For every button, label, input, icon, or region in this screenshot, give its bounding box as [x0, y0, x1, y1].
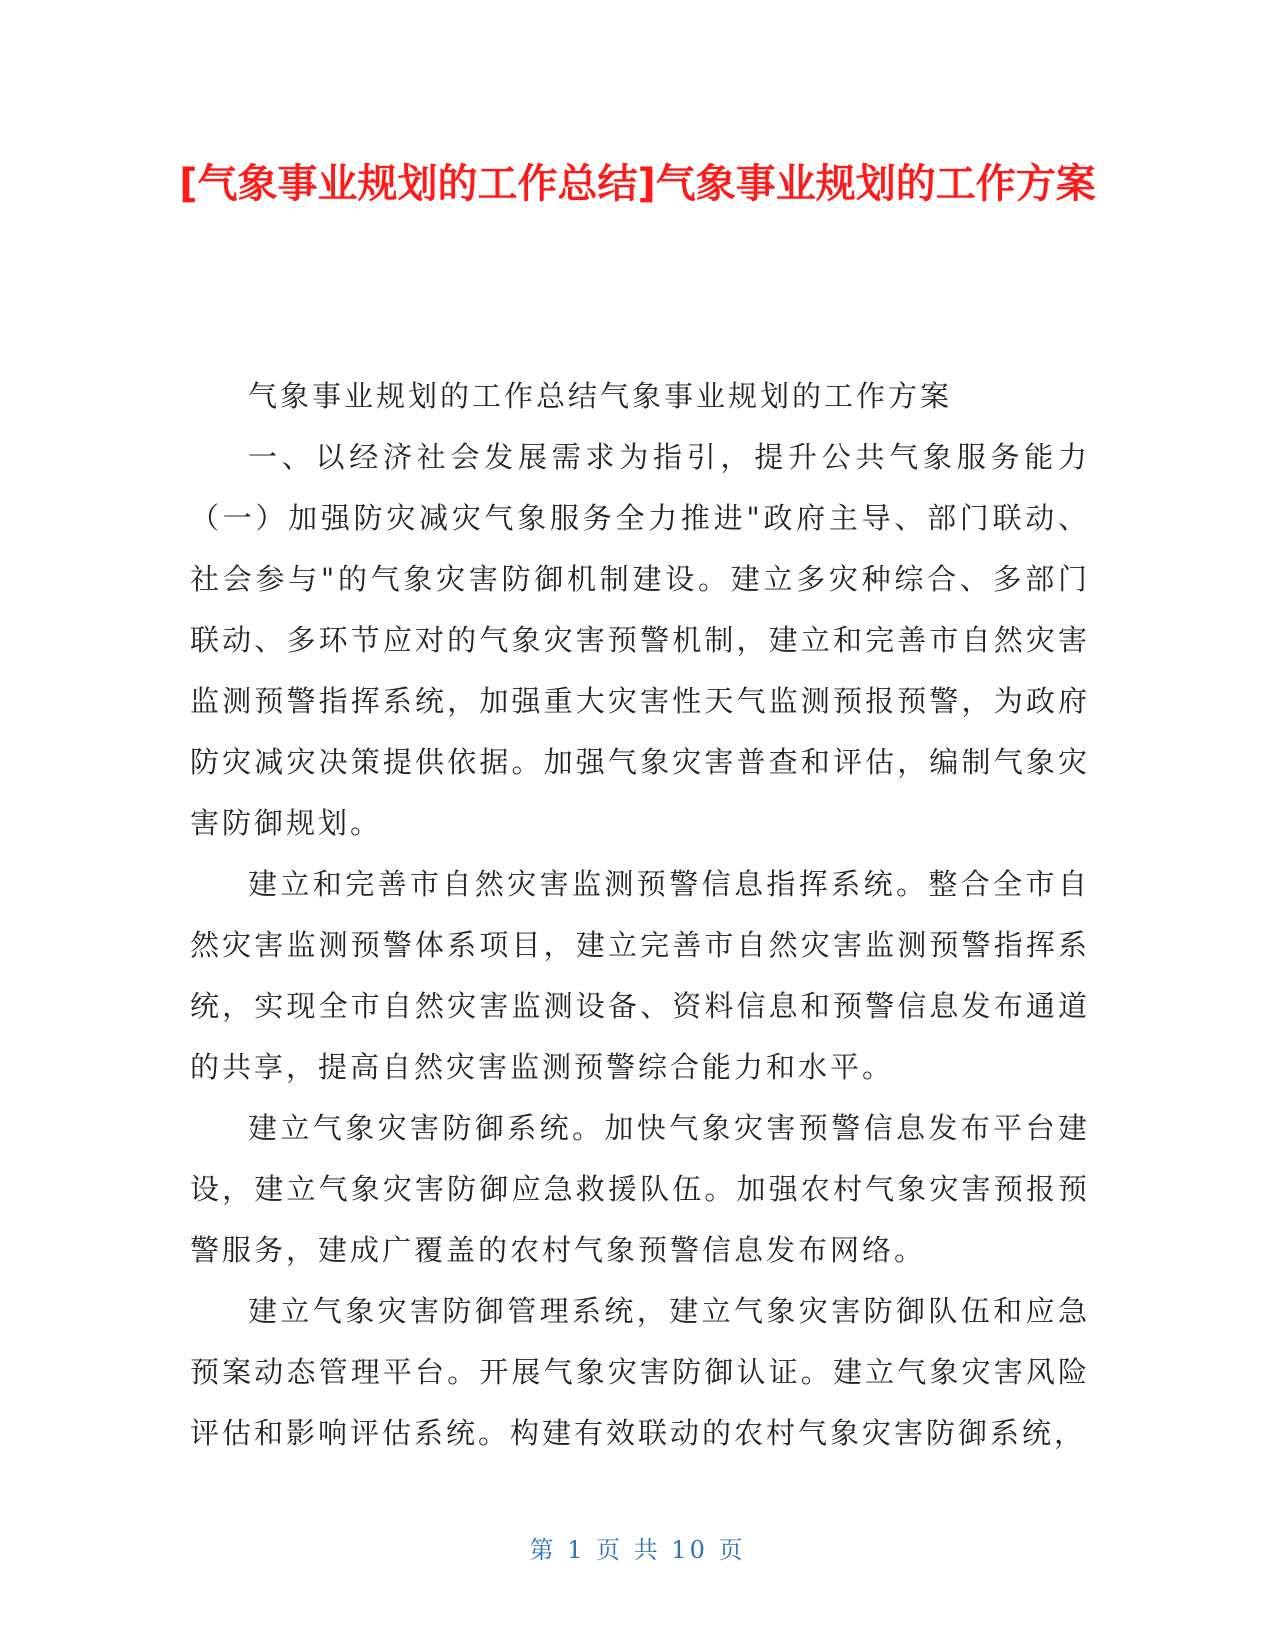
page-footer: 第 1 页 共 10 页 — [529, 1536, 746, 1564]
paragraph: 一、以经济社会发展需求为指引，提升公共气象服务能力（一）加强防灾减灾气象服务全力推进"政府主导、部门联动、社会参与"的气象灾害防御机制建设。建立多灾种综合、多部门联动、多环节应对的气象灾害预警机制，建立和完善市自然灾害监测预警指挥系统，加强重大灾害性天气监测预报预警，为政府防灾减灾决策提供依据。加强气象灾害普查和评估，编制气象灾害防御规划。 — [190, 440, 1090, 840]
paragraph: 气象事业规划的工作总结气象事业规划的工作方案 — [248, 379, 953, 413]
document-title: [气象事业规划的工作总结]气象事业规划的工作方案 — [179, 161, 1096, 207]
document-body — [190, 366, 1090, 1464]
paragraph: 建立和完善市自然灾害监测预警信息指挥系统。整合全市自然灾害监测预警体系项目，建立完善市自然灾害监测预警指挥系统，实现全市自然灾害监测设备、资料信息和预警信息发布通道的共享，提高自然灾害监测预警综合能力和水平。 — [190, 867, 1090, 1084]
paragraph: 建立气象灾害防御系统。加快气象灾害预警信息发布平台建设，建立气象灾害防御应急救援队伍。加强农村气象灾害预报预警服务，建成广覆盖的农村气象预警信息发布网络。 — [190, 1111, 1090, 1267]
paragraph: 建立气象灾害防御管理系统，建立气象灾害防御队伍和应急预案动态管理平台。开展气象灾害防御认证。建立气象灾害风险评估和影响评估系统。构建有效联动的农村气象灾害防御系统， — [190, 1294, 1090, 1450]
